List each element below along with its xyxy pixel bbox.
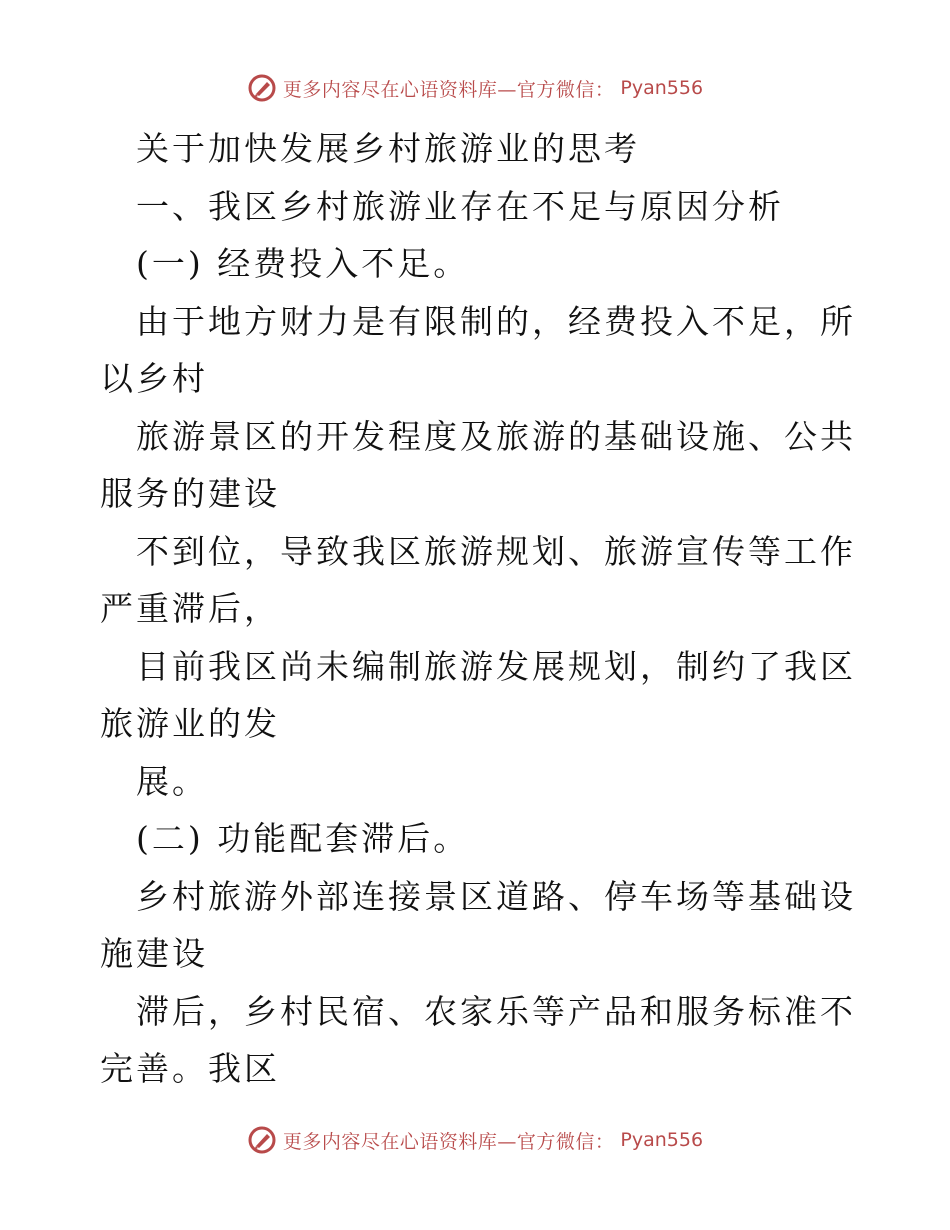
body-paragraph: 滞后，乡村民宿、农家乐等产品和服务标准不完善。我区 xyxy=(100,991,856,1088)
footer-watermark xyxy=(0,1120,950,1160)
section-heading: 一、我区乡村旅游业存在不足与原因分析 xyxy=(136,186,784,226)
subsection-heading: (二) 功能配套滞后。 xyxy=(136,819,470,858)
header-watermark xyxy=(0,68,950,108)
watermark-text: 更多内容尽在心语资料库—官方微信： xyxy=(282,78,615,101)
pen-logo-icon xyxy=(247,73,277,103)
watermark-wechat-id: Pyan556 xyxy=(620,1129,704,1151)
document-body xyxy=(100,120,860,1098)
subsection-heading: (一) 经费投入不足。 xyxy=(136,244,470,283)
watermark-text: 更多内容尽在心语资料库—官方微信： xyxy=(282,1130,615,1153)
watermark-wechat-id: Pyan556 xyxy=(620,77,704,99)
pen-logo-icon xyxy=(247,1125,277,1155)
body-paragraph: 由于地方财力是有限制的，经费投入不足，所以乡村 xyxy=(100,301,856,398)
body-paragraph: 目前我区尚未编制旅游发展规划，制约了我区旅游业的发 xyxy=(100,646,856,743)
document-title: 关于加快发展乡村旅游业的思考 xyxy=(136,129,640,168)
body-paragraph: 旅游景区的开发程度及旅游的基础设施、公共服务的建设 xyxy=(100,416,856,513)
body-paragraph: 不到位，导致我区旅游规划、旅游宣传等工作严重滞后， xyxy=(100,531,856,628)
body-paragraph: 乡村旅游外部连接景区道路、停车场等基础设施建设 xyxy=(100,876,856,973)
body-paragraph: 展。 xyxy=(136,761,208,801)
